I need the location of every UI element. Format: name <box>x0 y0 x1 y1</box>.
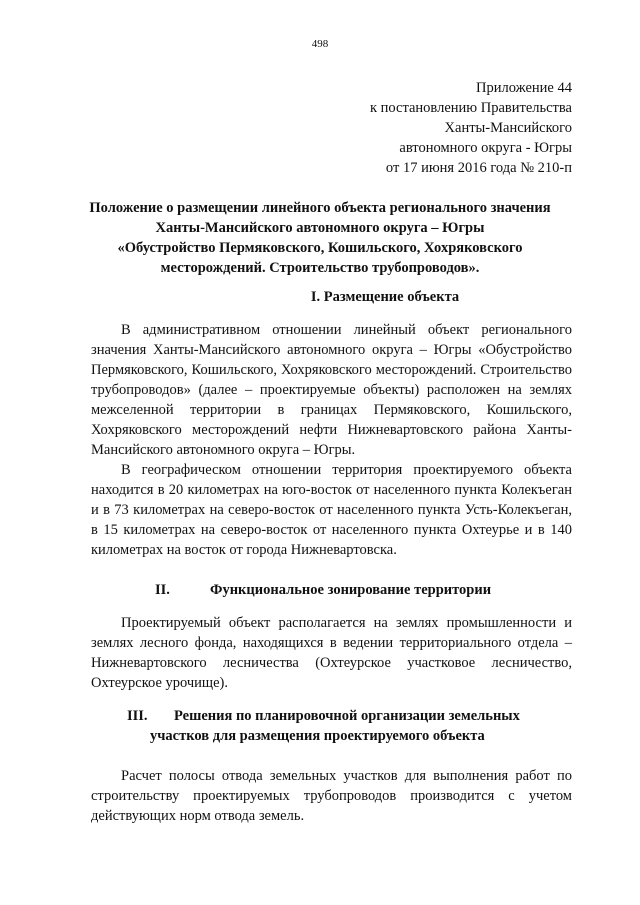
paragraph-geographic-location: В географическом отношении территория проектируемого объекта находится в 20 километрах на юго-восток от населенного пункта Колекъеган и в 73 километрах на северо-восток от населенного пункта Усть-Колекъеган, в 15 километрах на северо-восток от населенного пункта Охтеурье и в 140 километрах на восток от города Нижневартовска. <box>91 462 572 558</box>
title-line: «Обустройство Пермяковского, Кошильского, Хохряковского <box>117 240 523 256</box>
appendix-line: Ханты-Мансийского <box>444 120 572 136</box>
appendix-line: от 17 июня 2016 года № 210-п <box>385 160 572 176</box>
title-line: Положение о размещении линейного объекта регионального значения <box>89 200 551 216</box>
section-number: II. <box>155 582 170 598</box>
section-number: III. <box>127 708 148 724</box>
section-heading-1 <box>0 287 640 307</box>
appendix-line: автономного округа - Югры <box>399 140 572 156</box>
section-heading-text: I. Размещение объекта <box>310 289 460 305</box>
paragraph-land-allocation: Расчет полосы отвода земельных участков для выполнения работ по строительству проектируемых трубопроводов производится с учетом действующих норм отвода земель. <box>91 768 572 824</box>
document-title <box>78 198 562 278</box>
page-number: 498 <box>311 38 329 50</box>
appendix-line: к постановлению Правительства <box>370 100 572 116</box>
paragraph-zoning: Проектируемый объект располагается на землях промышленности и землях лесного фонда, находящихся в ведении территориального отдела – Нижневартовского лесничества (Охтеурское участковое лесничество, Охтеурское урочище). <box>91 615 572 691</box>
title-line: Ханты-Мансийского автономного округа – Югры <box>155 220 485 236</box>
title-line: месторождений. Строительство трубопроводов». <box>160 260 480 276</box>
section-heading-text: Функциональное зонирование территории <box>210 582 492 598</box>
appendix-block <box>370 78 572 178</box>
section-heading-text-line2: участков для размещения проектируемого объекта <box>150 728 485 744</box>
paragraph-administrative-location: В административном отношении линейный объект регионального значения Ханты-Мансийского автономного округа – Югры «Обустройство Пермяковского, Кошильского, Хохряковского месторождений. Строительство трубопроводов» (далее – проектируемые объекты) расположен на землях межселенной территории в границах Пермяковского, Кошильского, Хохряковского месторождений нефти Нижневартовского района Ханты-Мансийского автономного округа – Югры. <box>91 322 572 458</box>
section-heading-text-line1: Решения по планировочной организации земельных <box>174 708 520 724</box>
appendix-line: Приложение 44 <box>476 80 572 96</box>
